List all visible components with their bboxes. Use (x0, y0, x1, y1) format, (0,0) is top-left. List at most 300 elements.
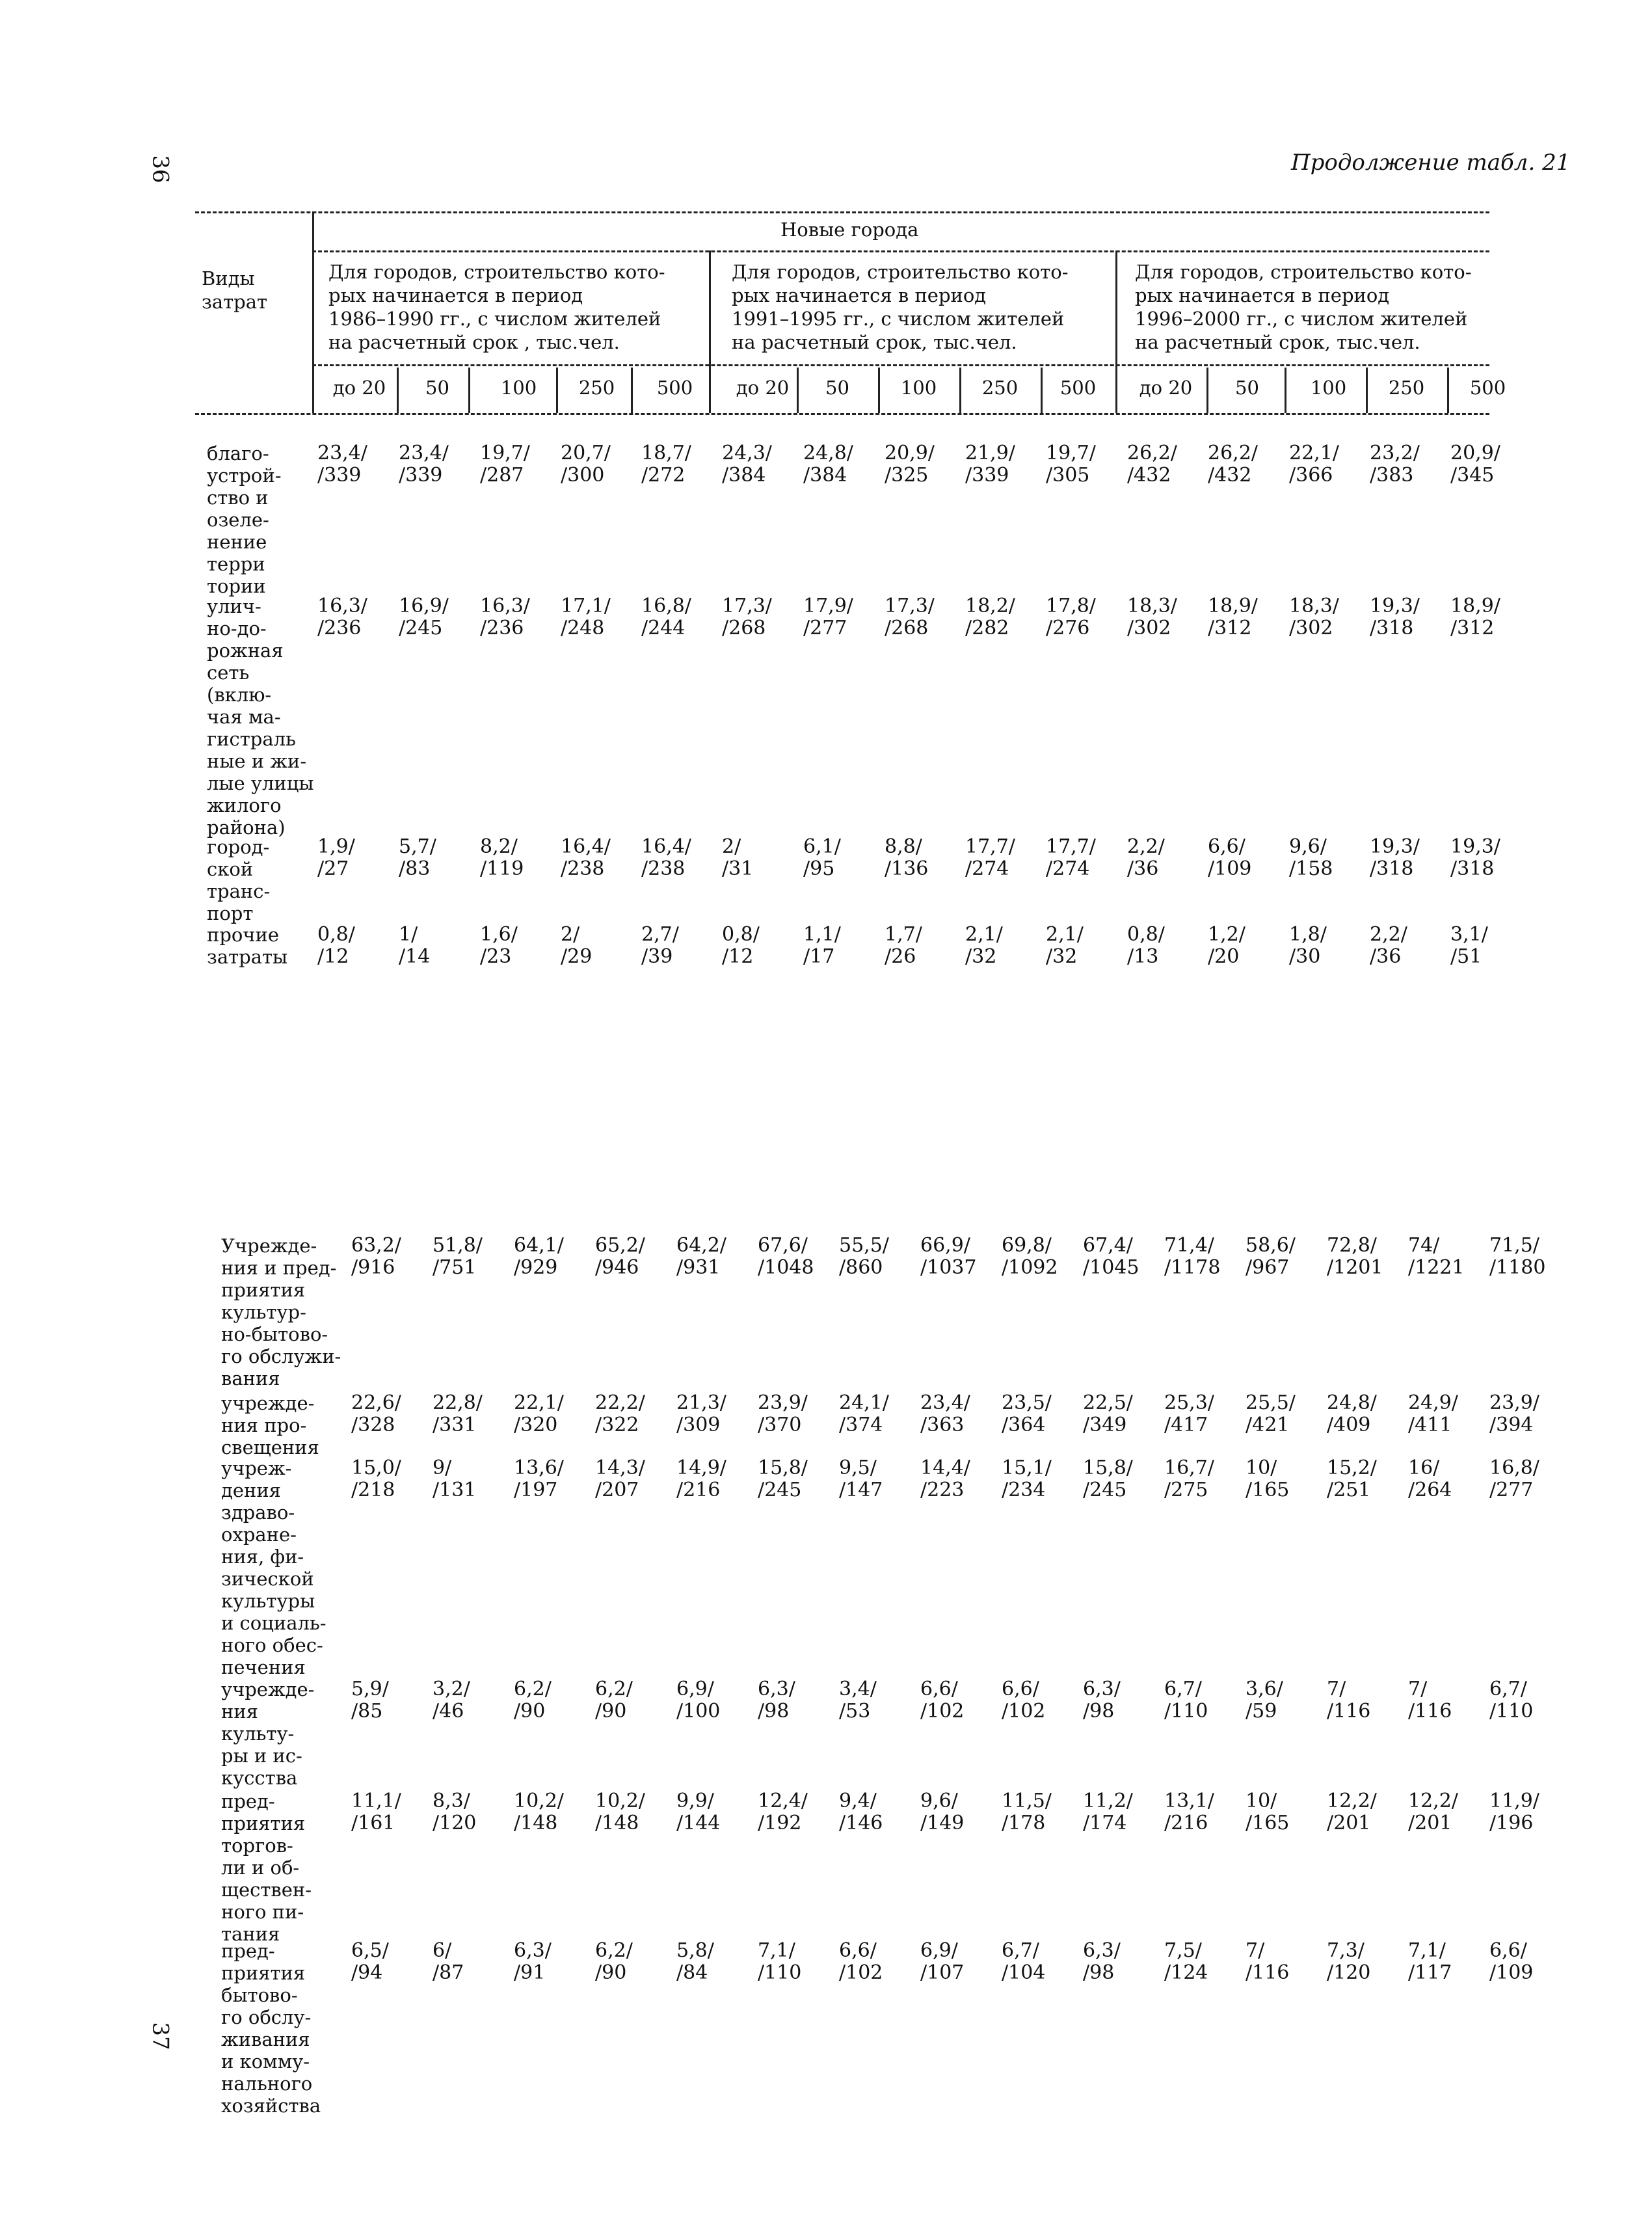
row-label: культур- (221, 1301, 306, 1323)
size-header: 100 (500, 377, 537, 399)
table-cell: /36 (1127, 857, 1159, 880)
rule-period-3 (1115, 250, 1117, 413)
table-cell: /302 (1289, 617, 1333, 639)
table-cell: 5,7/ (399, 835, 436, 858)
period-line: 1996–2000 гг., с числом жителей (1135, 308, 1468, 330)
table-cell: /312 (1208, 617, 1252, 639)
table-cell: 21,3/ (676, 1391, 726, 1414)
table-cell: /245 (1083, 1479, 1127, 1501)
size-col-rule (397, 368, 399, 413)
table-cell: /110 (758, 1961, 802, 1984)
table-cell: /85 (351, 1700, 383, 1723)
table-cell: 1,8/ (1289, 923, 1327, 946)
period-line: рых начинается в период (732, 284, 987, 306)
size-col-rule (556, 368, 558, 413)
table-cell: 25,3/ (1164, 1391, 1214, 1414)
table-cell: /1221 (1408, 1256, 1465, 1279)
table-cell: /146 (839, 1812, 883, 1834)
table-cell: /244 (641, 617, 686, 639)
table-cell: /268 (885, 617, 929, 639)
table-cell: 2,1/ (965, 923, 1003, 946)
table-cell: 13,1/ (1164, 1790, 1214, 1812)
table-cell: 0,8/ (722, 923, 760, 946)
row-label: ской (207, 858, 254, 880)
size-header: 500 (1059, 377, 1097, 399)
row-label: устрой- (207, 464, 282, 487)
table-cell: /277 (1489, 1479, 1534, 1501)
table-cell: /102 (1002, 1700, 1046, 1723)
table-cell: 51,8/ (433, 1234, 483, 1257)
table-cell: /318 (1370, 857, 1414, 880)
table-cell: /149 (920, 1812, 965, 1834)
table-cell: 20,7/ (561, 442, 611, 464)
table-cell: 22,1/ (514, 1391, 564, 1414)
table-cell: 14,4/ (920, 1456, 970, 1479)
table-cell: 17,7/ (1046, 835, 1096, 858)
table-cell: 11,1/ (351, 1790, 401, 1812)
table-cell: 3,1/ (1450, 923, 1488, 946)
table-cell: 6,6/ (1489, 1939, 1527, 1962)
table-cell: 16,8/ (641, 595, 691, 617)
table-cell: /1201 (1327, 1256, 1383, 1279)
table-cell: 5,8/ (676, 1939, 714, 1962)
row-label: учреж- (221, 1457, 292, 1479)
row-label: торгов- (221, 1834, 293, 1857)
table-cell: /83 (399, 857, 431, 880)
table-cell: 23,9/ (758, 1391, 808, 1414)
table-cell: /383 (1370, 464, 1414, 487)
table-cell: /98 (758, 1700, 790, 1723)
table-cell: /328 (351, 1414, 395, 1436)
table-cell: /102 (839, 1961, 883, 1984)
table-cell: 1/ (399, 923, 418, 946)
row-label: город- (207, 836, 270, 858)
size-col-rule (468, 368, 470, 413)
table-cell: /207 (595, 1479, 639, 1501)
table-cell: 55,5/ (839, 1234, 889, 1257)
table-cell: /236 (480, 617, 524, 639)
table-cell: 63,2/ (351, 1234, 401, 1257)
row-label: порт (207, 902, 254, 924)
table-cell: 6,6/ (920, 1678, 958, 1700)
table-cell: /201 (1327, 1812, 1371, 1834)
period-line: на расчетный срок, тыс.чел. (732, 331, 1017, 353)
table-cell: /192 (758, 1812, 802, 1834)
table-cell: 6,9/ (676, 1678, 714, 1700)
table-cell: 67,6/ (758, 1234, 808, 1257)
table-cell: 17,3/ (885, 595, 935, 617)
table-cell: /245 (758, 1479, 802, 1501)
table-cell: 6,5/ (351, 1939, 389, 1962)
table-cell: 2,1/ (1046, 923, 1084, 946)
table-cell: 9,4/ (839, 1790, 877, 1812)
size-header: 50 (825, 377, 849, 399)
table-cell: /309 (676, 1414, 721, 1436)
table-cell: 6/ (433, 1939, 452, 1962)
table-cell: 9,6/ (920, 1790, 958, 1812)
table-cell: /109 (1489, 1961, 1534, 1984)
rule-under-group (312, 250, 1489, 252)
table-cell: /312 (1450, 617, 1495, 639)
size-header: 500 (656, 377, 693, 399)
row-label: но-до- (207, 617, 267, 639)
row-label: печения (221, 1656, 306, 1678)
table-cell: /325 (885, 464, 929, 487)
table-cell: 22,1/ (1289, 442, 1339, 464)
row-label: сеть (207, 662, 250, 684)
row-label: и комму- (221, 2050, 310, 2073)
group-header: Новые города (780, 219, 919, 241)
size-header: до 20 (736, 377, 790, 399)
table-cell: /26 (885, 945, 916, 968)
table-cell: 23,5/ (1002, 1391, 1052, 1414)
table-cell: 64,1/ (514, 1234, 564, 1257)
row-label: бытово- (221, 1984, 298, 2006)
table-cell: /363 (920, 1414, 965, 1436)
table-cell: /17 (803, 945, 835, 968)
table-cell: /238 (641, 857, 686, 880)
table-cell: /287 (480, 464, 524, 487)
period-header (732, 260, 1109, 354)
size-header: 250 (981, 377, 1019, 399)
table-cell: /165 (1246, 1812, 1290, 1834)
table-cell: 22,8/ (433, 1391, 483, 1414)
table-cell: 11,9/ (1489, 1790, 1539, 1812)
table-cell: /320 (514, 1414, 558, 1436)
row-label: кусства (221, 1767, 298, 1789)
row-label: лые улицы (207, 772, 314, 794)
table-cell: 23,4/ (920, 1391, 970, 1414)
table-cell: 7/ (1327, 1678, 1346, 1700)
size-header: до 20 (332, 377, 386, 399)
table-cell: /417 (1164, 1414, 1208, 1436)
table-cell: /318 (1370, 617, 1414, 639)
table-cell: /32 (1046, 945, 1078, 968)
table-cell: 2,7/ (641, 923, 679, 946)
period-line: на расчетный срок, тыс.чел. (1135, 331, 1420, 353)
table-cell: 2,2/ (1370, 923, 1407, 946)
table-cell: 9,5/ (839, 1456, 877, 1479)
row-label: терри (207, 553, 265, 575)
table-cell: 9,9/ (676, 1790, 714, 1812)
table-cell: /161 (351, 1812, 395, 1834)
table-cell: 67,4/ (1083, 1234, 1133, 1257)
table-cell: /366 (1289, 464, 1333, 487)
table-cell: 6,3/ (1083, 1939, 1121, 1962)
row-label: ли и об- (221, 1857, 300, 1879)
table-cell: /1045 (1083, 1256, 1139, 1279)
row-label: пред- (221, 1790, 275, 1812)
row-label: ры и ис- (221, 1745, 302, 1767)
row-label: тории (207, 575, 266, 597)
table-cell: /331 (433, 1414, 477, 1436)
table-cell: /98 (1083, 1961, 1115, 1984)
table-cell: 6,2/ (514, 1678, 552, 1700)
row-label: приятия (221, 1962, 306, 1984)
row-label: рожная (207, 639, 284, 662)
table-cell: /248 (561, 617, 605, 639)
table-cell: /98 (1083, 1700, 1115, 1723)
table-cell: 19,7/ (480, 442, 530, 464)
table-cell: /87 (433, 1961, 464, 1984)
row-label: благо- (207, 442, 269, 464)
size-col-rule (959, 368, 961, 413)
table-cell: /394 (1489, 1414, 1534, 1436)
size-header: 100 (900, 377, 937, 399)
table-cell: /234 (1002, 1479, 1046, 1501)
table-cell: 6,6/ (839, 1939, 877, 1962)
period-header (328, 260, 699, 354)
table-cell: /94 (351, 1961, 383, 1984)
table-cell: 19,3/ (1370, 835, 1420, 858)
table-cell: 10,2/ (595, 1790, 645, 1812)
table-cell: /272 (641, 464, 686, 487)
table-cell: 71,4/ (1164, 1234, 1214, 1257)
table-cell: 18,7/ (641, 442, 691, 464)
table-cell: 24,9/ (1408, 1391, 1458, 1414)
table-cell: 15,8/ (1083, 1456, 1133, 1479)
table-cell: 11,5/ (1002, 1790, 1052, 1812)
stub-header-line: Виды (202, 267, 255, 289)
table-cell: /277 (803, 617, 847, 639)
table-cell: /95 (803, 857, 835, 880)
row-label: жилого (207, 794, 282, 816)
table-cell: /201 (1408, 1812, 1452, 1834)
table-cell: /929 (514, 1256, 558, 1279)
size-col-rule (631, 368, 633, 413)
table-cell: /148 (595, 1812, 639, 1834)
rule-under-periods (312, 364, 1489, 366)
row-label: зической (221, 1568, 314, 1590)
table-cell: /411 (1408, 1414, 1452, 1436)
table-cell: /432 (1208, 464, 1252, 487)
table-cell: /275 (1164, 1479, 1208, 1501)
table-cell: /31 (722, 857, 754, 880)
table-cell: /90 (595, 1700, 627, 1723)
table-cell: /274 (1046, 857, 1090, 880)
table-cell: /20 (1208, 945, 1240, 968)
table-cell: /264 (1408, 1479, 1452, 1501)
table-cell: 24,3/ (722, 442, 772, 464)
table-cell: 15,1/ (1002, 1456, 1052, 1479)
size-header: 500 (1469, 377, 1506, 399)
table-cell: /53 (839, 1700, 871, 1723)
table-cell: /29 (561, 945, 593, 968)
row-label: го обслужи- (221, 1345, 341, 1367)
table-cell: 8,8/ (885, 835, 922, 858)
row-label: прочие (207, 924, 280, 946)
row-label: ществен- (221, 1879, 312, 1901)
table-cell: 16,8/ (1489, 1456, 1539, 1479)
row-label: пред- (221, 1940, 275, 1962)
table-cell: /36 (1370, 945, 1402, 968)
table-cell: 18,9/ (1450, 595, 1500, 617)
row-label: ния про- (221, 1414, 307, 1436)
table-cell: /276 (1046, 617, 1090, 639)
table-cell: 14,9/ (676, 1456, 726, 1479)
row-label: ния и пред- (221, 1257, 337, 1279)
table-cell: 16,3/ (480, 595, 530, 617)
table-cell: 0,8/ (317, 923, 355, 946)
table-cell: 26,2/ (1208, 442, 1258, 464)
table-cell: /116 (1246, 1961, 1290, 1984)
table-cell: 1,6/ (480, 923, 518, 946)
table-cell: 19,7/ (1046, 442, 1096, 464)
table-cell: /274 (965, 857, 1009, 880)
table-cell: 6,6/ (1002, 1678, 1039, 1700)
table-cell: 19,3/ (1370, 595, 1420, 617)
table-cell: /302 (1127, 617, 1171, 639)
table-cell: /421 (1246, 1414, 1290, 1436)
table-cell: 6,7/ (1002, 1939, 1039, 1962)
table-cell: /13 (1127, 945, 1159, 968)
table-cell: /32 (965, 945, 997, 968)
stub-header-line: затрат (202, 291, 268, 313)
row-label: ные и жи- (207, 750, 307, 772)
row-label: ного пи- (221, 1901, 304, 1923)
table-cell: 12,2/ (1408, 1790, 1458, 1812)
table-cell: /59 (1246, 1700, 1277, 1723)
table-cell: 1,1/ (803, 923, 841, 946)
row-label: затраты (207, 946, 288, 968)
page-number-bottom: 37 (147, 2022, 174, 2050)
period-line: рых начинается в период (1135, 284, 1390, 306)
table-cell: /117 (1408, 1961, 1452, 1984)
table-cell: /1048 (758, 1256, 814, 1279)
table-cell: 1,9/ (317, 835, 355, 858)
table-cell: /216 (1164, 1812, 1208, 1834)
stub-header (202, 267, 267, 314)
table-cell: 71,5/ (1489, 1234, 1539, 1257)
row-label: Учрежде- (221, 1235, 317, 1257)
table-cell: 6,1/ (803, 835, 841, 858)
period-line: Для городов, строительство кото- (1135, 261, 1472, 283)
table-cell: 24,8/ (803, 442, 853, 464)
size-header: 250 (578, 377, 615, 399)
table-cell: 16,7/ (1164, 1456, 1214, 1479)
table-cell: /339 (965, 464, 1009, 487)
table-cell: 6,7/ (1489, 1678, 1527, 1700)
table-cell: 6,7/ (1164, 1678, 1202, 1700)
table-cell: 18,9/ (1208, 595, 1258, 617)
row-label: культуры (221, 1590, 315, 1612)
size-col-rule (797, 368, 799, 413)
table-cell: /100 (676, 1700, 721, 1723)
table-cell: 74/ (1408, 1234, 1440, 1257)
table-cell: 15,0/ (351, 1456, 401, 1479)
table-cell: 9,6/ (1289, 835, 1327, 858)
rule-period-2 (709, 250, 711, 413)
table-cell: /339 (399, 464, 443, 487)
table-cell: 26,2/ (1127, 442, 1177, 464)
table-cell: 17,9/ (803, 595, 853, 617)
table-cell: /91 (514, 1961, 546, 1984)
table-cell: 5,9/ (351, 1678, 389, 1700)
table-cell: 19,3/ (1450, 835, 1500, 858)
period-line: Для городов, строительство кото- (328, 261, 665, 283)
row-label: хозяйства (221, 2095, 321, 2117)
table-cell: 7,1/ (1408, 1939, 1446, 1962)
row-label: ство и (207, 487, 269, 509)
size-col-rule (1206, 368, 1208, 413)
table-cell: /374 (839, 1414, 883, 1436)
row-label: нение (207, 531, 267, 553)
table-cell: /282 (965, 617, 1009, 639)
table-cell: /39 (641, 945, 673, 968)
table-cell: /1037 (920, 1256, 977, 1279)
table-cell: /84 (676, 1961, 708, 1984)
row-label: тания (221, 1923, 280, 1945)
table-cell: 11,2/ (1083, 1790, 1133, 1812)
table-cell: /107 (920, 1961, 965, 1984)
table-cell: 23,4/ (399, 442, 449, 464)
row-label: улич- (207, 595, 261, 617)
table-cell: 6,3/ (758, 1678, 795, 1700)
row-label: учрежде- (221, 1392, 315, 1414)
table-cell: 66,9/ (920, 1234, 970, 1257)
size-col-rule (1041, 368, 1043, 413)
table-cell: 24,1/ (839, 1391, 889, 1414)
table-cell: 6,2/ (595, 1939, 633, 1962)
size-col-rule (878, 368, 880, 413)
table-cell: /116 (1327, 1700, 1371, 1723)
table-cell: 16/ (1408, 1456, 1440, 1479)
table-cell: 7,5/ (1164, 1939, 1202, 1962)
row-label: района) (207, 816, 286, 839)
table-cell: 18,3/ (1289, 595, 1339, 617)
table-cell: /946 (595, 1256, 639, 1279)
table-cell: 17,3/ (722, 595, 772, 617)
table-cell: /109 (1208, 857, 1252, 880)
table-cell: 1,2/ (1208, 923, 1246, 946)
table-cell: /322 (595, 1414, 639, 1436)
table-cell: 6,6/ (1208, 835, 1246, 858)
row-label: охране- (221, 1523, 297, 1546)
table-cell: 58,6/ (1246, 1234, 1296, 1257)
table-cell: 22,5/ (1083, 1391, 1133, 1414)
table-cell: /751 (433, 1256, 477, 1279)
table-cell: 16,4/ (561, 835, 611, 858)
table-cell: 6,3/ (514, 1939, 552, 1962)
table-cell: 10/ (1246, 1456, 1277, 1479)
table-cell: 21,9/ (965, 442, 1015, 464)
table-cell: /409 (1327, 1414, 1371, 1436)
table-cell: /119 (480, 857, 524, 880)
table-cell: /196 (1489, 1812, 1534, 1834)
period-line: 1986–1990 гг., с числом жителей (328, 308, 661, 330)
table-cell: 6,2/ (595, 1678, 633, 1700)
table-cell: /120 (433, 1812, 477, 1834)
table-cell: /165 (1246, 1479, 1290, 1501)
row-label: дения (221, 1479, 281, 1501)
table-cell: 20,9/ (1450, 442, 1500, 464)
table-cell: 3,2/ (433, 1678, 470, 1700)
size-col-rule (1285, 368, 1286, 413)
table-cell: 9/ (433, 1456, 452, 1479)
row-label: ния (221, 1700, 258, 1723)
table-cell: /147 (839, 1479, 883, 1501)
table-cell: /90 (595, 1961, 627, 1984)
table-cell: /110 (1489, 1700, 1534, 1723)
rule-stub (312, 211, 314, 413)
row-label: вания (221, 1367, 280, 1389)
table-cell: 2/ (722, 835, 741, 858)
table-cell: 64,2/ (676, 1234, 726, 1257)
table-cell: /238 (561, 857, 605, 880)
row-label: чая ма- (207, 706, 281, 728)
table-cell: /916 (351, 1256, 395, 1279)
table-cell: /349 (1083, 1414, 1127, 1436)
